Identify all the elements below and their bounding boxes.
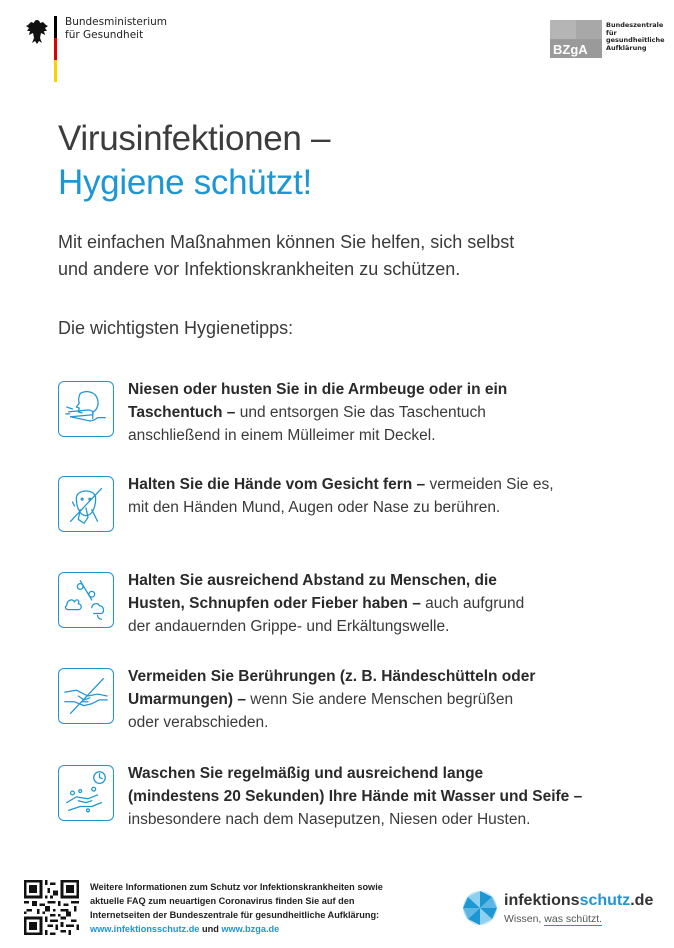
link-bzga[interactable]: www.bzga.de bbox=[221, 924, 280, 934]
globe-icon bbox=[462, 890, 498, 926]
keep-distance-icon bbox=[58, 572, 114, 628]
svg-text:BZgA: BZgA bbox=[553, 42, 588, 57]
intro-text: Mit einfachen Maßnahmen können Sie helfen, sich selbst und andere vor Infektionskrankheiten zu schützen. bbox=[58, 232, 515, 279]
german-flag-stripe bbox=[54, 16, 57, 82]
sneeze-into-elbow-icon bbox=[58, 381, 114, 437]
ministry-name: Bundesministerium für Gesundheit bbox=[65, 16, 167, 41]
link-infektionsschutz[interactable]: www.infektionsschutz.de bbox=[90, 924, 200, 934]
brand-tagline: Wissen, was schützt. bbox=[504, 913, 603, 925]
bzga-logo bbox=[550, 20, 602, 58]
tip-text: Vermeiden Sie Berührungen (z. B. Händeschütteln oder Umarmungen) – wenn Sie andere Menschen begrüßen oder verabschieden. bbox=[128, 668, 536, 731]
qr-code[interactable] bbox=[24, 880, 79, 935]
page-subtitle: Hygiene schützt! bbox=[58, 163, 312, 202]
tip-text: Niesen oder husten Sie in die Armbeuge oder in ein Taschentuch – und entsorgen Sie das Taschentuch anschließend in einem Mülleimer mit Deckel. bbox=[128, 381, 508, 444]
bzga-name: Bundeszentrale für gesundheitliche Aufklärung bbox=[606, 21, 665, 52]
tip-text: Waschen Sie regelmäßig und ausreichend lange (mindestens 20 Sekunden) Ihre Hände mit Wasser und Seife – insbesondere nach dem Naseputzen, Niesen oder Husten. bbox=[128, 765, 583, 828]
federal-eagle-icon bbox=[24, 18, 50, 46]
brand-name: infektionsschutz.de bbox=[504, 892, 654, 909]
tip-text: Halten Sie ausreichend Abstand zu Menschen, die Husten, Schnupfen oder Fieber haben – auch aufgrund der andauernden Grippe- und Erkältungswelle. bbox=[128, 572, 525, 635]
page-title: Virusinfektionen – bbox=[58, 119, 331, 158]
footer-info: Weitere Informationen zum Schutz vor Infektionskrankheiten sowie aktuelle FAQ zum neuartigen Coronavirus finden Sie auf den Internetseiten der Bundeszentrale für gesundheitliche Aufklärung: www.infektionsschutz.de und www.bzga.de bbox=[90, 882, 383, 934]
infektionsschutz-logo[interactable] bbox=[462, 884, 662, 932]
hand-washing-timer-icon bbox=[58, 765, 114, 821]
tips-heading: Die wichtigsten Hygienetipps: bbox=[58, 318, 294, 338]
no-handshake-icon bbox=[58, 668, 114, 724]
no-face-touch-icon bbox=[58, 476, 114, 532]
tip-text: Halten Sie die Hände vom Gesicht fern – vermeiden Sie es, mit den Händen Mund, Augen oder Nase zu berühren. bbox=[128, 476, 554, 516]
header bbox=[0, 0, 674, 90]
